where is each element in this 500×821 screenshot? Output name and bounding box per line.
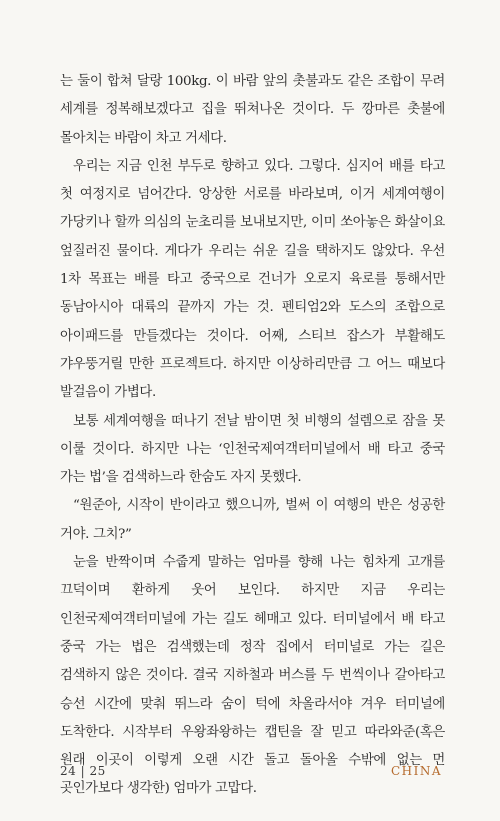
paragraph-2: 우리는 지금 인천 부두로 향하고 있다. 그렇다. 심지어 배를 타고 첫 여정지로 넘어간다. 앙상한 서로를 바라보며, 이거 세계여행이 가당키나 할까 의심의 눈초리를 보내보지만, 이미 쏘아놓은 화살이요 엎질러진 물이다. 게다가 우리는 쉬운 길을 택하지도 않았다. 우선 1차 목표는 배를 타고 중국으로 건너가 오로지 육로를 통해서만 동남아시아 대륙의 끝까지 가는 것. 펜티엄2와 도스의 조합으로 아이패드를 만들겠다는 것이다. 어째, 스티브 잡스가 부활해도 갸우뚱거릴 만한 프로젝트다. 하지만 이상하리만큼 그 어느 때보다 발걸음이 가볍다.: [60, 158, 445, 401]
running-head: CHINA: [390, 764, 442, 778]
paragraph-1: 는 둘이 합쳐 달랑 100kg. 이 바람 앞의 촛불과도 같은 조합이 무려 세계를 정복해보겠다고 집을 뛰쳐나온 것이다. 두 깡마른 촛불에 몰아치는 바람이 차고 거세다.: [60, 74, 445, 146]
quote-paragraph: “원준아, 시작이 반이라고 했으니까, 벌써 이 여행의 반은 성공한 거야. 그치?”: [60, 498, 445, 542]
page-number: 24 | 25: [60, 764, 106, 778]
paragraph-3: 보통 세계여행을 떠나기 전날 밤이면 첫 비행의 설렘으로 잠을 못 이룰 것이다. 하지만 나는 ‘인천국제여객터미널에서 배 타고 중국 가는 법’을 검색하느라 한숨도 자지 못했다.: [60, 413, 445, 486]
page-body: [60, 68, 445, 804]
paragraph-5: 눈을 반짝이며 수줍게 말하는 엄마를 향해 나는 힘차게 고개를 끄덕이며 환하게 웃어 보인다. 하지만 지금 우리는 인천국제여객터미널에 가는 길도 헤매고 있다. 터미널에서 배 타고 중국 가는 법은 검색했는데 정작 집에서 터미널로 가는 길은 검색하지 않은 것이다. 결국 지하철과 버스를 두 번씩이나 갈아타고 승선 시간에 맞춰 뛰느라 숨이 턱에 차올라서야 겨우 터미널에 도착한다. 시작부터 우왕좌왕하는 캡틴을 잘 믿고 따라와준(혹은 원래 이곳이 이렇게 오랜 시간 돌고 돌아올 수밖에 없는 먼 곳인가보다 생각한) 엄마가 고맙다.: [60, 555, 445, 797]
